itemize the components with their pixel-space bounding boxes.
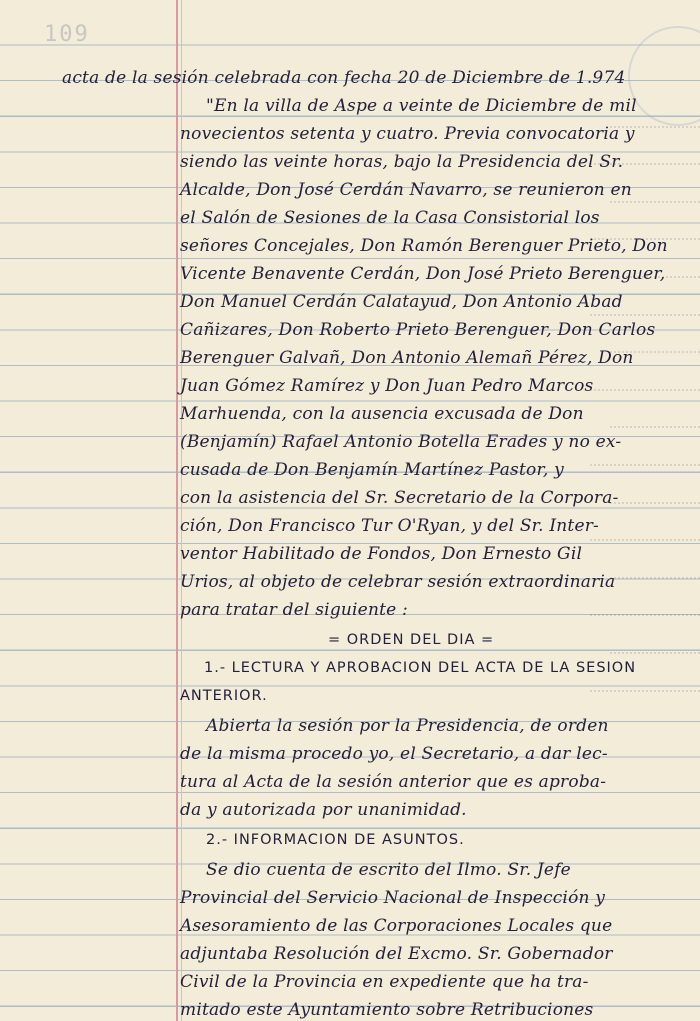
text-line: tura al Acta de la sesión anterior que es aproba- (180, 772, 607, 792)
text-line: para tratar del siguiente : (180, 600, 408, 620)
text-line: Asesoramiento de las Corporaciones Locales que (180, 916, 613, 936)
orden-del-dia-heading: = ORDEN DEL DIA = (328, 632, 495, 648)
text-line: ventor Habilitado de Fondos, Don Ernesto Gil (180, 544, 583, 564)
agenda-item-1-heading-cont: ANTERIOR. (180, 688, 268, 704)
text-line: de la misma procedo yo, el Secretario, a dar lec- (180, 744, 608, 764)
text-line: señores Concejales, Don Ramón Berenguer Prieto, Don (180, 236, 668, 256)
text-line: (Benjamín) Rafael Antonio Botella Erades y no ex- (180, 432, 622, 452)
text-line: Berenguer Galvañ, Don Antonio Alemañ Pérez, Don (180, 348, 634, 368)
text-line: Marhuenda, con la ausencia excusada de Don (180, 404, 584, 424)
text-line: Provincial del Servicio Nacional de Inspección y (180, 888, 606, 908)
text-line: el Salón de Sesiones de la Casa Consistorial los (180, 208, 600, 228)
text-line: "En la villa de Aspe a veinte de Diciembre de mil (206, 96, 637, 116)
text-line: Juan Gómez Ramírez y Don Juan Pedro Marcos (180, 376, 594, 396)
text-line: adjuntaba Resolución del Excmo. Sr. Gobernador (180, 944, 613, 964)
text-line: Urios, al objeto de celebrar sesión extraordinaria (180, 572, 616, 592)
text-line: mitado este Ayuntamiento sobre Retribuciones (180, 1000, 594, 1020)
agenda-item-1-heading: 1.- LECTURA Y APROBACION DEL ACTA DE LA SESION (204, 660, 637, 676)
text-line: Alcalde, Don José Cerdán Navarro, se reunieron en (180, 180, 632, 200)
stamp-seal (628, 26, 700, 126)
text-line: Abierta la sesión por la Presidencia, de orden (206, 716, 609, 736)
bleed-through-text (570, 90, 700, 650)
text-line: da y autorizada por unanimidad. (180, 800, 467, 820)
heading-line: acta de la sesión celebrada con fecha 20 de Diciembre de 1.974 (62, 68, 626, 88)
text-line: siendo las veinte horas, bajo la Presidencia del Sr. (180, 152, 624, 172)
text-line: con la asistencia del Sr. Secretario de la Corpora- (180, 488, 619, 508)
text-line: 2.- INFORMACION DE ASUNTOS. (206, 832, 465, 848)
text-line: Se dio cuenta de escrito del Ilmo. Sr. Jefe (206, 860, 571, 880)
text-line: ción, Don Francisco Tur O'Ryan, y del Sr. Inter- (180, 516, 599, 536)
text-line: Don Manuel Cerdán Calatayud, Don Antonio Abad (180, 292, 623, 312)
page-number: 109 (44, 22, 90, 47)
text-line: cusada de Don Benjamín Martínez Pastor, y (180, 460, 564, 480)
left-margin-line (176, 0, 178, 1021)
text-line: Cañizares, Don Roberto Prieto Berenguer, Don Carlos (180, 320, 656, 340)
text-line: novecientos setenta y cuatro. Previa convocatoria y (180, 124, 635, 144)
text-line: Vicente Benavente Cerdán, Don José Prieto Berenguer, (180, 264, 666, 284)
text-line: Civil de la Provincia en expediente que ha tra- (180, 972, 589, 992)
